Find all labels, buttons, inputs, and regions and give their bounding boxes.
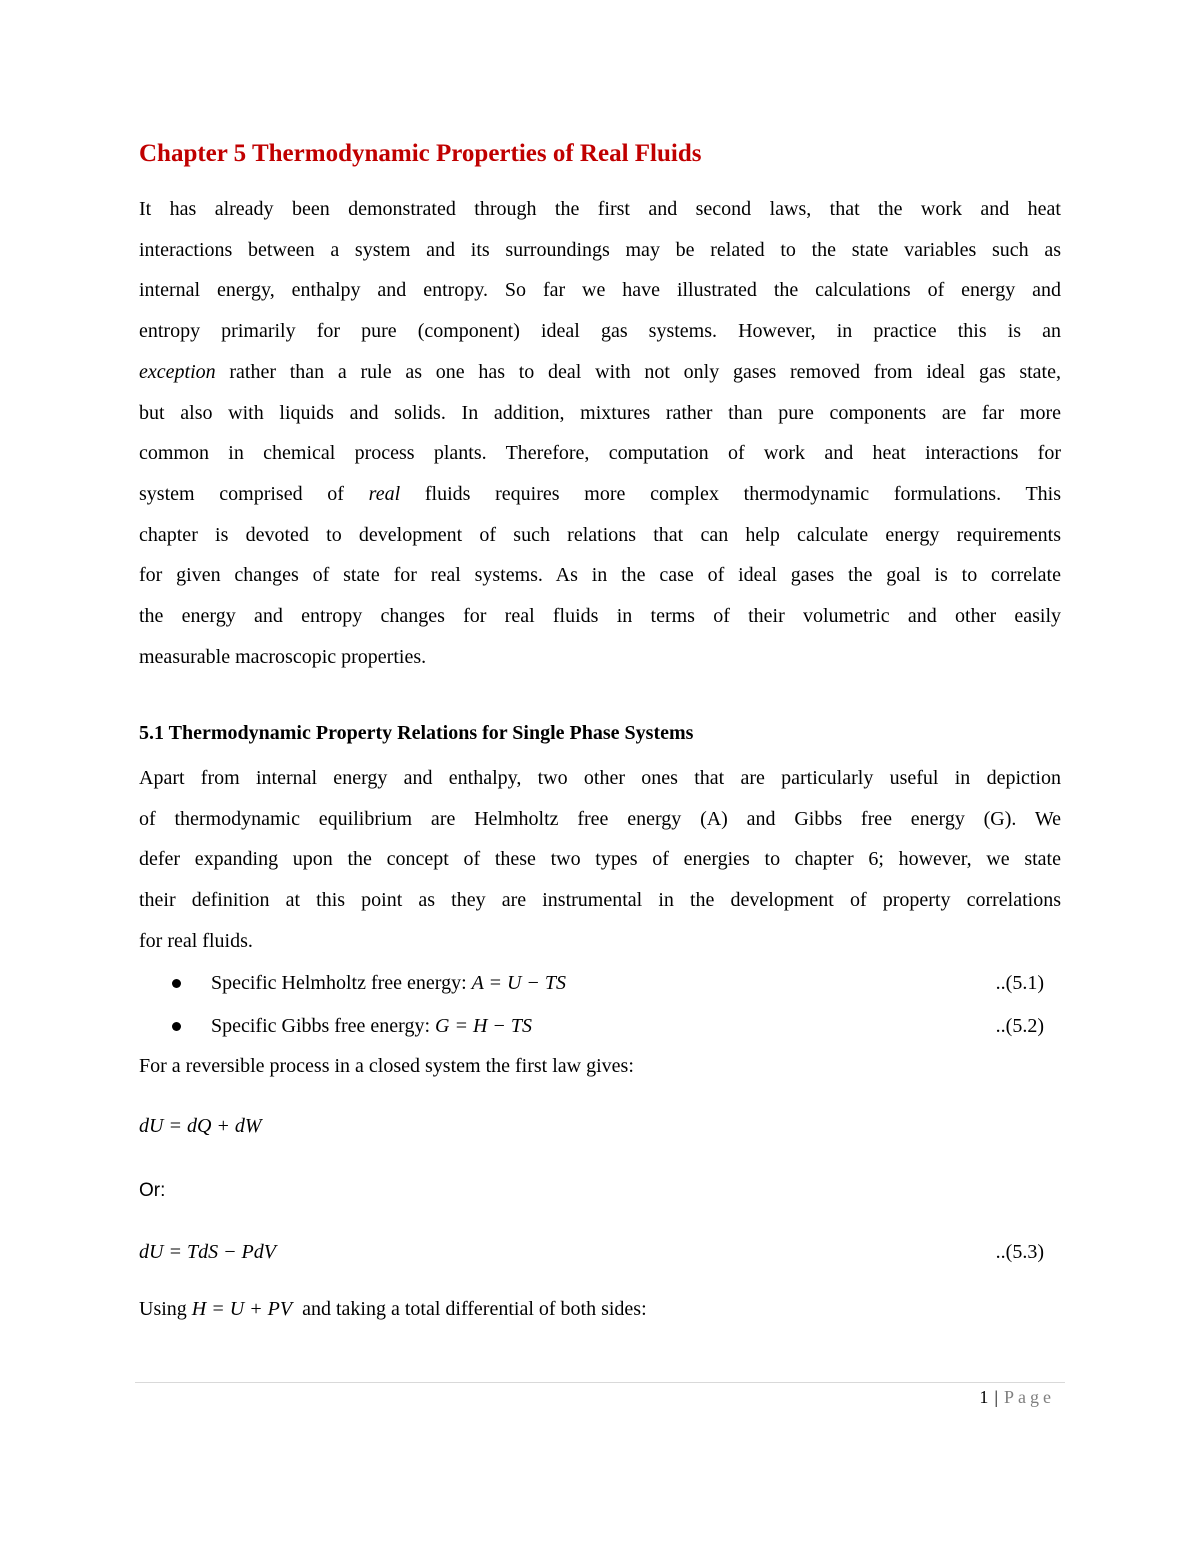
paragraph-line: internal energy, enthalpy and entropy. So far we have illustrated the calculations of energy and	[139, 279, 1061, 302]
paragraph-line: It has already been demonstrated through the first and second laws, that the work and heat	[139, 198, 1061, 220]
paragraph-line: defer expanding upon the concept of these two types of energies to chapter 6; however, we state	[139, 848, 1061, 871]
paragraph-line: entropy primarily for pure (component) ideal gas systems. However, in practice this is an	[139, 320, 1061, 343]
bullet-text: Specific Gibbs free energy: G = H − TS	[211, 1015, 533, 1037]
first-law-text: For a reversible process in a closed system the first law gives:	[139, 1055, 634, 1077]
equation-enthalpy: H = U + PV	[191, 1298, 293, 1320]
equation-gibbs: G = H − TS	[435, 1015, 533, 1037]
footer-separator: |	[994, 1387, 998, 1407]
paragraph-line: Apart from internal energy and enthalpy, two other ones that are particularly useful in depiction	[139, 767, 1061, 789]
chapter-title: Chapter 5 Thermodynamic Properties of Real Fluids	[139, 140, 702, 167]
using-text: Using H = U + PV and taking a total differential of both sides:	[139, 1298, 647, 1320]
paragraph-line: their definition at this point as they are instrumental in the development of property correlations	[139, 889, 1061, 912]
equation-first-law: dU = dQ + dW	[139, 1115, 262, 1137]
page-footer	[979, 1387, 1055, 1408]
intro-paragraph	[139, 189, 1061, 677]
bullet-dot-icon	[172, 1022, 181, 1031]
equation-tds: dU = TdS − PdV ..(5.3)	[139, 1237, 1044, 1267]
paragraph-line: common in chemical process plants. Therefore, computation of work and heat interactions for	[139, 442, 1061, 465]
section-heading: 5.1 Thermodynamic Property Relations for Single Phase Systems	[139, 722, 694, 744]
paragraph-line: chapter is devoted to development of such relations that can help calculate energy requirements	[139, 523, 1061, 546]
emphasis-real: real	[368, 482, 401, 505]
bullet-gibbs	[172, 1011, 1044, 1041]
bullet-text: Specific Helmholtz free energy: A = U − TS	[211, 972, 567, 994]
equation-number: ..(5.1)	[995, 972, 1044, 994]
paragraph-line: but also with liquids and solids. In addition, mixtures rather than pure components are far more	[139, 401, 1061, 424]
equation-helmholtz: A = U − TS	[471, 972, 567, 994]
paragraph-line: exception rather than a rule as one has to deal with not only gases removed from ideal gas state,	[139, 360, 1061, 383]
paragraph-line: measurable macroscopic properties.	[139, 645, 427, 668]
section-paragraph	[139, 758, 1061, 962]
paragraph-line: for real fluids.	[139, 929, 253, 952]
paragraph-line: interactions between a system and its surroundings may be related to the state variables such as	[139, 238, 1061, 261]
paragraph-line: the energy and entropy changes for real fluids in terms of their volumetric and other easily	[139, 605, 1061, 628]
paragraph-line: of thermodynamic equilibrium are Helmholtz free energy (A) and Gibbs free energy (G). We	[139, 807, 1061, 830]
page-label: Page	[1004, 1387, 1055, 1407]
paragraph-line: for given changes of state for real systems. As in the case of ideal gases the goal is to correlate	[139, 564, 1061, 587]
emphasis-exception: exception	[139, 360, 216, 383]
footer-divider	[135, 1382, 1065, 1383]
or-label: Or:	[139, 1180, 166, 1201]
bullet-helmholtz	[172, 968, 1044, 998]
equation-number: ..(5.2)	[995, 1015, 1044, 1037]
equation-number: ..(5.3)	[995, 1241, 1044, 1263]
bullet-dot-icon	[172, 979, 181, 988]
paragraph-line: system comprised of real fluids requires more complex thermodynamic formulations. This	[139, 482, 1061, 505]
page-number: 1	[979, 1387, 989, 1407]
